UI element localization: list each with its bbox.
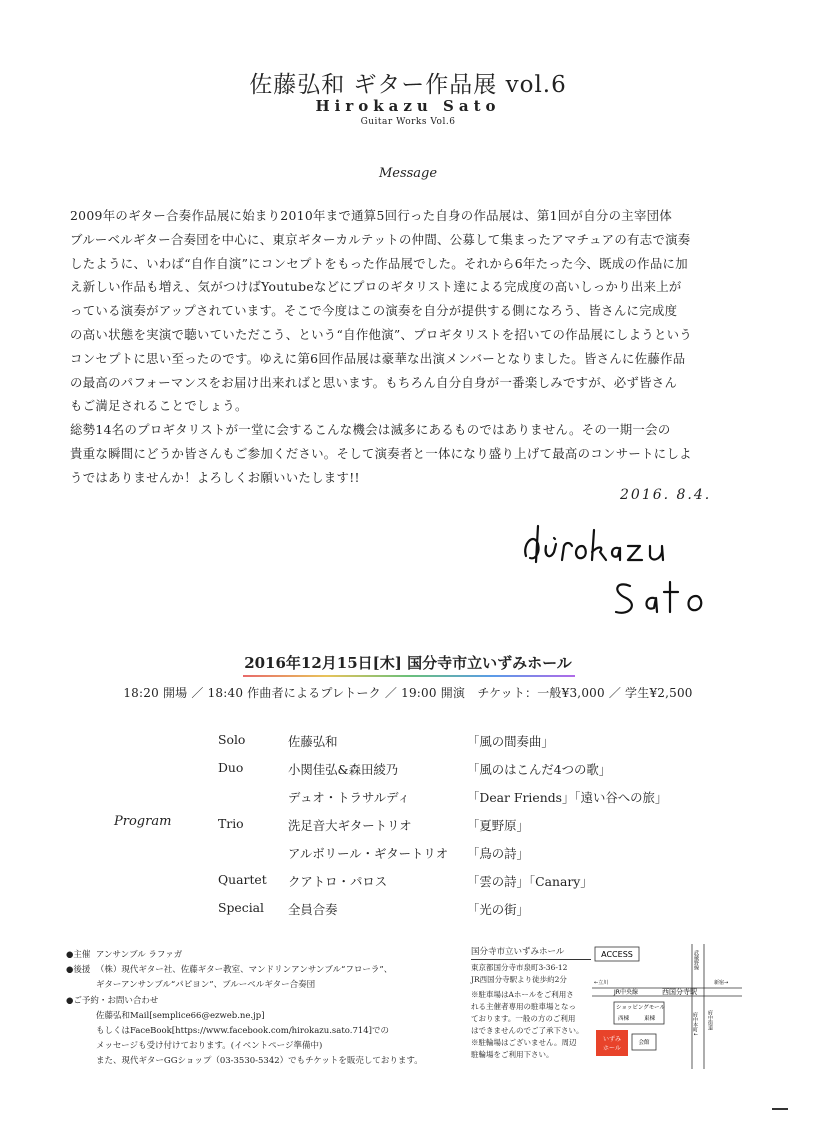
program-row xyxy=(0,844,816,864)
page-subtitle: Hirokazu Sato xyxy=(315,97,501,115)
program-work: 「風の間奏曲」 xyxy=(467,734,554,749)
parking-note: ております。一般の方のご利用 xyxy=(471,1014,576,1023)
program-performer: デュオ・トラサルディ xyxy=(288,790,410,805)
program-work: 「雲の詩」「Canary」 xyxy=(467,874,593,889)
organizer-info xyxy=(66,948,466,1070)
message-date: 2016. 8.4. xyxy=(620,487,712,503)
program-work: 「Dear Friends」「遠い谷への旅」 xyxy=(467,790,668,805)
program-performer: 佐藤弘和 xyxy=(288,734,338,749)
program-performer: 全員合奏 xyxy=(288,902,338,917)
program-performer: アルボリール・ギタートリオ xyxy=(288,846,449,861)
access-map xyxy=(592,944,742,1069)
izumi-hall-label: いずみ xyxy=(602,1036,622,1043)
contact-facebook: もしくはFaceBook[https://www.facebook.com/hirokazu.sato.714]での xyxy=(96,1026,389,1037)
station-label: 西国分寺駅 xyxy=(662,988,697,996)
message-line: コンセプトに思い至ったのです。ゆえに第6回作品展は豪華な出演メンバーとなりました。皆さんに佐藤作品 xyxy=(70,350,686,366)
program-row xyxy=(0,760,816,780)
program-row xyxy=(0,732,816,752)
program-performer: 洗足音大ギタートリオ xyxy=(288,818,412,833)
izumi-hall-label: ホール xyxy=(603,1045,621,1052)
program-category: Special xyxy=(218,900,265,915)
message-line: の最高のパフォーマンスをお届け出来ればと思います。もちろん自分自身が一番楽しみですが、必ず皆さん xyxy=(70,374,678,390)
hall-address: JR西国分寺駅より徒歩約2分 xyxy=(471,975,567,984)
kaikan-label: 会館 xyxy=(638,1040,650,1046)
organizer-name: アンサンブル ラファガ xyxy=(95,950,183,960)
program-row xyxy=(0,872,816,892)
program-work: 「夏野原」 xyxy=(467,818,529,833)
program-category: Quartet xyxy=(218,872,267,887)
program-row xyxy=(0,900,816,920)
program-label: Program xyxy=(114,814,172,829)
program-performer: クアトロ・パロス xyxy=(288,874,388,889)
program-row xyxy=(0,788,816,808)
program-performer: 小関佳弘&森田綾乃 xyxy=(288,762,399,777)
direction-label: 新宿→ xyxy=(714,980,729,986)
page-subtitle-english: Guitar Works Vol.6 xyxy=(360,117,456,127)
parking-note: れる主催者専用の駐車場となっ xyxy=(471,1002,576,1011)
program-work: 「光の街」 xyxy=(467,902,529,917)
page-title: 佐藤弘和 ギター作品展 vol.6 xyxy=(249,72,567,98)
program-category: Duo xyxy=(218,760,244,775)
program-category: Solo xyxy=(218,732,246,747)
parking-note: はできませんのでご了承下さい。 xyxy=(471,1026,584,1035)
bicycle-note: 駐輪場をご利用下さい。 xyxy=(471,1050,554,1059)
event-underline xyxy=(243,675,575,677)
support-text: ギターアンサンブル“パピヨン”、ブルーベルギター合奏団 xyxy=(96,980,316,991)
shopping-east-label: 東棟 xyxy=(644,1016,656,1022)
message-line: 2009年のギター合奏作品展に始まり2010年まで通算5回行った自身の作品展は、第1回が自分の主宰団体 xyxy=(70,208,673,223)
program-row xyxy=(0,816,816,836)
message-line: 貴重な瞬間にどうか皆さんもご参加ください。そして演奏者と一体になり盛り上げて最高のコンサートにしよ xyxy=(70,445,692,461)
program-category: Trio xyxy=(218,816,244,831)
hall-name: 国分寺市立いずみホール xyxy=(471,946,591,960)
event-times: 18:20 開場 ／ 18:40 作曲者によるプレトーク ／ 19:00 開演 チケット：一般¥3,000 ／ 学生¥2,500 xyxy=(123,686,693,700)
message-line: したように、いわば“自作自演”にコンセプトをもった作品展でした。それから6年たった今、既成の作品に加 xyxy=(70,255,688,271)
support-label: ●後援 xyxy=(66,965,91,976)
event-date-venue: 2016年12月15日[木] 国分寺市立いずみホール xyxy=(244,654,572,672)
support-text: （株）現代ギター社、佐藤ギター教室、マンドリンアンサンブル“フローラ”、 xyxy=(95,965,393,976)
shopping-label: ショッピングモール xyxy=(616,1005,665,1011)
contact-mail: 佐藤弘和Mail[semplice66@ezweb.ne.jp] xyxy=(96,1010,265,1021)
fuchu-label: 府中本町↓ xyxy=(692,1012,698,1037)
contact-label: ●ご予約・お問い合わせ xyxy=(66,995,159,1006)
message-line: うではありませんか！よろしくお願いいたします!! xyxy=(70,469,360,485)
parking-note: ※駐車場はAホールをご利用さ xyxy=(471,990,574,999)
program-work: 「鳥の詩」 xyxy=(467,846,529,861)
message-line: え新しい作品も増え、気がつけばYoutubeなどにプロのギタリスト達による完成度の高いしっかり出来上が xyxy=(70,279,682,295)
musashino-label: 武蔵野線 xyxy=(693,950,699,970)
rail-label: JR中央線 xyxy=(614,989,638,996)
direction-label: ←立川 xyxy=(594,980,609,986)
fuchu-street-label: 府中街道 xyxy=(707,1010,713,1030)
message-line: もご満足されることでしょう。 xyxy=(70,398,248,414)
hall-address: 東京都国分寺市泉町3-36-12 xyxy=(471,963,568,972)
program-work: 「風のはこんだ4つの歌」 xyxy=(467,762,612,777)
message-body xyxy=(70,204,760,490)
message-line: の高い状態を実演で聴いていただこう、という“自作他演”、プロギタリストを招いての作品展にしようという xyxy=(70,326,693,342)
handwritten-signature xyxy=(520,516,740,626)
contact-note: メッセージも受け付けております。(イベントページ準備中) xyxy=(96,1041,323,1052)
organizer-label: ●主催 xyxy=(66,950,91,960)
contact-ticket: また、現代ギターGGショップ（03-3530-5342）でもチケットを販売しております。 xyxy=(96,1056,423,1067)
access-label: ACCESS xyxy=(601,950,633,959)
izumi-hall-marker xyxy=(596,1030,628,1056)
bicycle-note: ※駐輪場はございません。周辺 xyxy=(471,1038,577,1047)
message-heading: Message xyxy=(378,166,438,181)
hall-info xyxy=(471,946,591,1061)
message-line: っている演奏がアップされています。そこで今度はこの演奏を自分が提供する側になろう、皆さんに完成度 xyxy=(70,303,678,319)
scan-mark xyxy=(772,1108,788,1110)
shopping-west-label: 西棟 xyxy=(618,1016,630,1022)
message-line: 総勢14名のプロギタリストが一堂に会するこんな機会は滅多にあるものではありません。その一期一会の xyxy=(70,422,671,438)
message-line: ブルーベルギター合奏団を中心に、東京ギターカルテットの仲間、公募して集まったアマチュアの有志で演奏 xyxy=(70,231,691,247)
